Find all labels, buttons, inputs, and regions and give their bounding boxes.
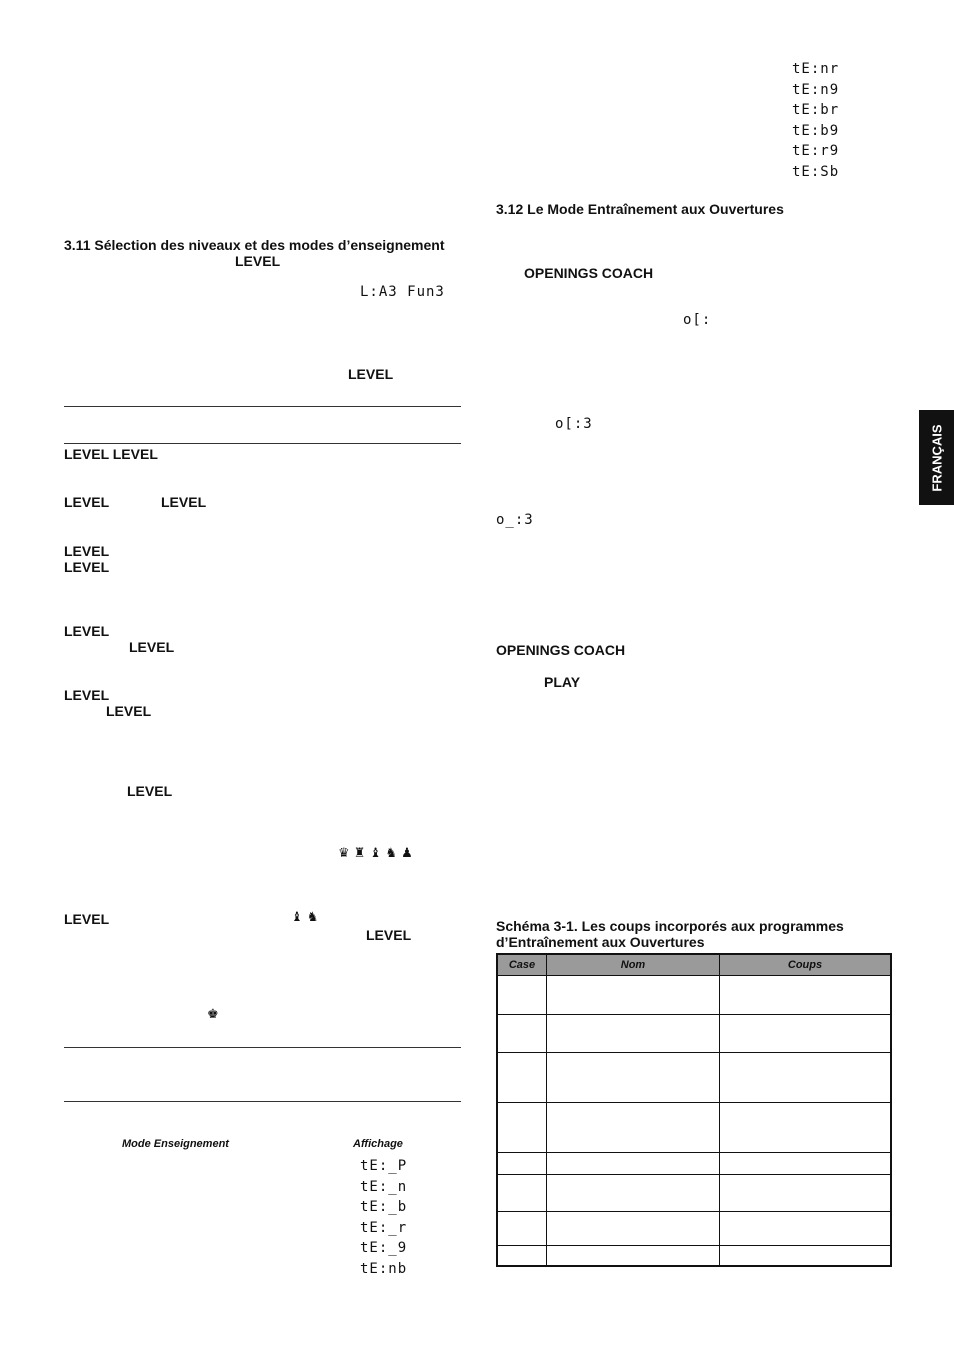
king-icon: ♚ [207, 1007, 219, 1022]
lcd-display: tE:_r [360, 1219, 408, 1236]
table-row [497, 1212, 891, 1246]
lcd-display: tE:_b [360, 1199, 408, 1215]
teaching-mode-displays-continued [792, 61, 839, 184]
lcd-display: o[:3 [555, 416, 593, 432]
table-row [497, 976, 891, 1015]
lcd-level-display: L:A3 Fun3 [360, 284, 445, 300]
lcd-display: tE:b9 [792, 122, 840, 139]
table-row [497, 1103, 891, 1153]
level-keyword: LEVEL [106, 703, 152, 719]
divider [64, 406, 461, 407]
column-header-coups: Coups [720, 954, 892, 976]
level-keyword: LEVEL [64, 543, 110, 559]
lcd-display: tE:nr [792, 61, 840, 77]
openings-coach-keyword: OPENINGS COACH [496, 642, 626, 658]
table-header-row [497, 954, 891, 976]
table-row [497, 1175, 891, 1212]
table-row [497, 1053, 891, 1103]
lcd-display: tE:_9 [360, 1240, 408, 1256]
level-keyword: LEVEL [64, 623, 110, 639]
level-keyword: LEVEL [64, 687, 110, 703]
level-keyword: LEVEL [64, 559, 110, 575]
table-header-display: Affichage [353, 1138, 403, 1150]
level-keyword: LEVEL [348, 366, 394, 382]
teaching-mode-displays [360, 1158, 407, 1281]
language-tab-label: FRANÇAIS [929, 423, 944, 492]
play-keyword: PLAY [544, 674, 581, 690]
level-keyword: LEVEL [64, 494, 110, 510]
column-header-case: Case [497, 954, 547, 976]
level-keyword: LEVEL [127, 783, 173, 799]
divider [64, 1047, 461, 1048]
table-header-mode: Mode Enseignement [122, 1138, 229, 1150]
lcd-display: tE:_P [360, 1158, 408, 1174]
bishop-knight-icon: ♝ ♞ [291, 910, 319, 925]
table-row [497, 1153, 891, 1175]
table-row [497, 1015, 891, 1053]
lcd-display: tE:Sb [792, 163, 840, 180]
openings-coach-keyword: OPENINGS COACH [524, 265, 654, 281]
level-keyword: LEVEL [161, 494, 207, 510]
language-tab [919, 410, 954, 505]
level-keyword: LEVEL LEVEL [64, 446, 158, 462]
chess-pieces-icon: ♛ ♜ ♝ ♞ ♟ [338, 846, 413, 861]
column-header-nom: Nom [547, 954, 720, 976]
lcd-display: o[: [683, 312, 712, 328]
lcd-display: tE:n9 [792, 81, 840, 98]
section-title-3-12: 3.12 Le Mode Entraînement aux Ouvertures [496, 201, 784, 217]
level-keyword: LEVEL [64, 911, 110, 927]
divider [64, 443, 461, 444]
openings-moves-table [496, 953, 892, 1267]
lcd-display: tE:nb [360, 1260, 408, 1277]
level-keyword: LEVEL [129, 639, 175, 655]
section-title-3-11: 3.11 Sélection des niveaux et des modes d’enseignement LEVEL [64, 237, 445, 269]
table-row [497, 1246, 891, 1266]
lcd-display: o_:3 [496, 512, 534, 528]
schema-title: Schéma 3-1. Les coups incorporés aux programmes d’Entraînement aux Ouvertures [496, 918, 844, 950]
lcd-display: tE:br [792, 102, 840, 118]
lcd-display: tE:r9 [792, 143, 840, 159]
divider [64, 1101, 461, 1102]
level-keyword: LEVEL [366, 927, 412, 943]
lcd-display: tE:_n [360, 1178, 408, 1195]
